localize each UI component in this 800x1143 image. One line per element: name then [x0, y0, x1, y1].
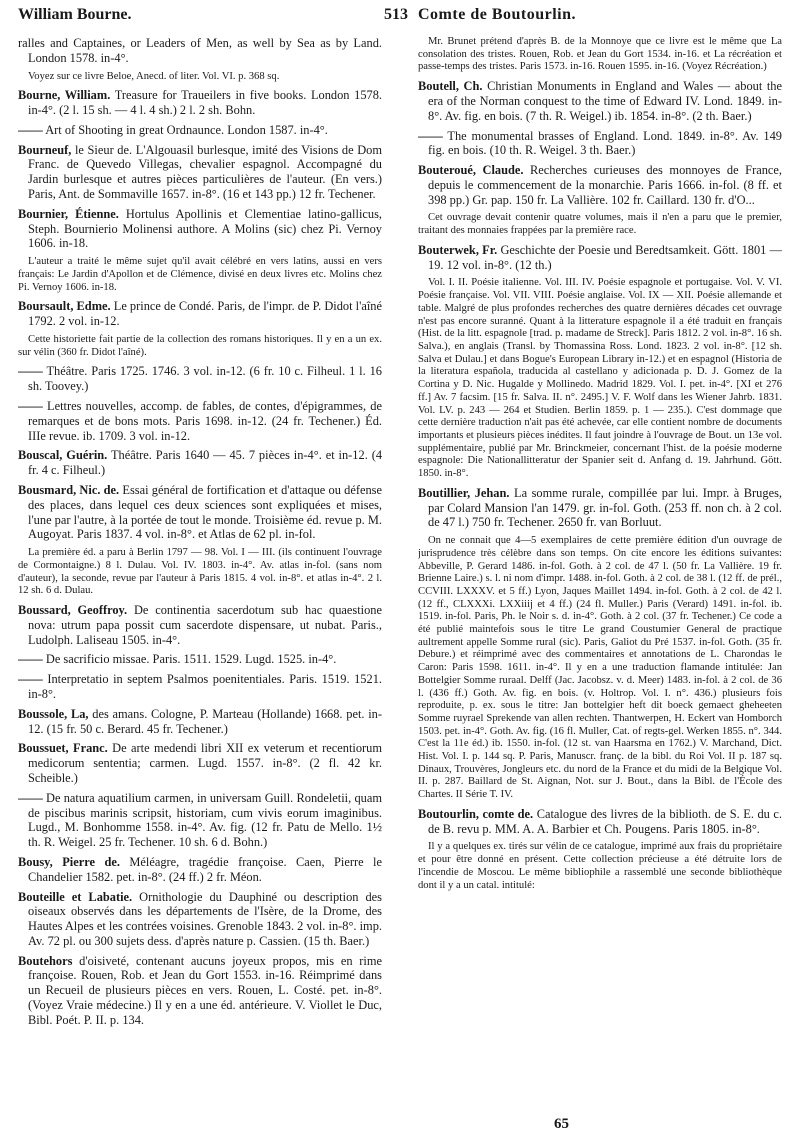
catalog-entry [18, 672, 382, 702]
entry-heading: —— [418, 128, 443, 143]
entry-text: De natura aquatilium carmen, in universam Guill. Rondeletii, quam de piscibus marinis scripsit, historiam, cum vivis eorum imaginibus. Lugd., M. Bonhomme 1558. in-4°. Av. fig. (12 fr. Patu de Mello. 1½ th. R. Weigel. 25 fr. Techener. 10 sh. 6 d. Bohn.) [28, 790, 382, 850]
catalog-note [418, 277, 782, 480]
catalog-entry [18, 399, 382, 443]
entry-heading: Boutell, Ch. [418, 79, 483, 94]
entry-heading: —— [18, 122, 43, 137]
entry-text: Catalogue des livres de la biblioth. de S. E. du c. de B. revu p. MM. A. A. Barbier et Ch. Pougens. Paris 1805. in-8°. [428, 806, 782, 836]
catalog-note [418, 535, 782, 802]
entry-text: Christian Monuments in England and Wales — about the era of the Norman conquest to the time of Edward IV. Lond. 1849. in-8°. Av. fig. en bois. (7 th. R. Weigel.) ib. 1854. in-8°. (2 th. Baer.) [428, 79, 782, 123]
catalog-entry [18, 88, 382, 118]
entry-heading: Bouterwek, Fr. [418, 242, 498, 257]
entry-text: Cet ouvrage devait contenir quatre volumes, mais il n'en a paru que le premier, traitant des monnaies frappées par la première race. [418, 212, 782, 237]
entry-heading: Boussard, Geoffroy. [18, 602, 128, 617]
entry-text: Méléagre, tragédie françoise. Caen, Pierre le Chandelier 1582. pet. in-8°. (24 ff.) 2 fr. Méon. [28, 854, 382, 884]
signature-number: 65 [554, 1116, 569, 1132]
entry-text: des amans. Cologne, P. Marteau (Hollande) 1668. pet. in-12. (15 fr. 50 c. Berard. 45 fr. Techener.) [28, 706, 382, 736]
entry-heading: —— [18, 398, 43, 413]
entry-heading: —— [18, 672, 43, 687]
entry-text: Recherches curieuses des monnoyes de France, depuis le commencement de la monarchie. Paris 1666. in-fol. (8 ff. et 398 pp.) Gr. pap. 150 fr. La Vallière. 102 fr. Caillard. 130 fr. d'O... [428, 163, 782, 207]
left-column [18, 36, 382, 1126]
catalog-entry [18, 791, 382, 850]
catalog-entry [418, 243, 782, 273]
catalog-entry [418, 807, 782, 837]
entry-heading: —— [18, 364, 43, 379]
entry-heading: Bournier, Étienne. [18, 206, 119, 221]
entry-text: Ornithologie du Dauphiné ou description des oiseaux observés dans les départements de l'Isère, de la Drome, des Hautes Alpes et les contrées voisines. Grenoble 1843. 2 vol. in-8°. imp. Av. 72 pl. ou 300 sujets dess. d'après nature p. Cassien. (15 th. Baer.) [28, 889, 382, 948]
catalog-entry [18, 652, 382, 667]
entry-text: Treasure for Traueilers in five books. London 1578. in-4°. (2 l. 15 sh. — 4 l. 4 sh.) 2 l. 2 sh. Bohn. [28, 88, 382, 118]
entry-text: Cette historiette fait partie de la collection des romans historiques. Il y en a un ex. sur vélin (360 fr. Didot l'aîné). [18, 333, 382, 358]
catalog-entry [18, 36, 382, 66]
entry-text: Vol. I. II. Poésie italienne. Vol. III. IV. Poésie espagnole et portugaise. Vol. V. VI. Poésie française. Vol. VII. VIII. Poésie anglaise. Vol. IX — XII. Poésie allemande et table. Malgré de plus profondes recherches des quatre dernières décades cet ouvrage n'est pas encore suranné. Quant à la litterature espagnole il a été traduit en français (Hist. de la litt. espagnole [trad. p. madame de Streck]. Paris 1812. 2 vol. in-8°. 16 sh. Salva.), en anglais (Transl. by Thomassina Ross. Lond. 1823. 2 vol. in-8°. [12 sh. Salva et Dulau.] et dans Bogue's European Library in-12.) et en espagnol (Historia de la literatura española, traducida al castellano y adicionada p. D. J. Gomez de la Cortina y D. Nic. Hugalde y Mollinedo. Madrid 1829. Vol. I. pet. in-4°. [XI et 276 ff.] Av. 7 facsim. [15 fr. Salva. II. n°. 2495.] V. F. Wolf dans les Wiener Jahrb. 1831. Vol. LV. p. 243 — 264 et Studien. Berlin 1859. p. 1 — 235.). C'est dommage que cette dernière traduction n'ait pas été achevée, car elle contient nombre de documents importants et plusieurs pièces inédites. Il faut joindre à l'ouvrage de Bout. un 13e vol. supplémentaire, publié par Mr. Brinckmeier, concernant l'hist. de la poésie moderne espagnole: Die Nationallitteratur der Spanier seit d. Anfang d. 19. Jahrhund. Gött. 1850. in-8°. [418, 277, 782, 480]
entry-heading: Bourne, William. [18, 88, 111, 103]
catalog-entry [18, 364, 382, 394]
entry-heading: Boussuet, Franc. [18, 741, 108, 756]
entry-heading: Bousmard, Nic. de. [18, 482, 120, 497]
catalog-note [18, 256, 382, 294]
entry-text: Art of Shooting in great Ordnaunce. London 1587. in-4°. [45, 122, 328, 137]
entry-heading: Boutehors [18, 953, 73, 968]
entry-text: Essai général de fortification et d'attaque ou défense des places, dans lequel ces deux sciences sont expliquées et mises, l'une par l'autre, à la portée de tout le monde. Troisième éd. revue p. M. Augoyat. Paris 1837. 4 vol. in-8°. et Atlas de 62 pl. in-fol. [28, 482, 382, 542]
catalog-entry [18, 707, 382, 737]
page-number: 513 [384, 6, 408, 23]
catalog-entry [418, 129, 782, 159]
catalog-entry [18, 954, 382, 1028]
catalog-entry [18, 855, 382, 885]
catalog-note [418, 36, 782, 74]
entry-heading: Bouteille et Labatie. [18, 889, 133, 904]
entry-text: Le prince de Condé. Paris, de l'impr. de P. Didot l'aîné 1792. 2 vol. in-12. [28, 299, 382, 329]
entry-heading: —— [18, 652, 43, 667]
catalog-note [18, 334, 382, 359]
entry-text: De sacrificio missae. Paris. 1511. 1529. Lugd. 1525. in-4°. [45, 652, 337, 667]
catalog-entry [18, 483, 382, 542]
catalog-entry [18, 448, 382, 478]
entry-text: L'auteur a traité le même sujet qu'il avait célébré en vers latins, aussi en vers français: Le Jardin d'Apollon et de Clémence, divisé en deux livres etc. Molins chez Pi. Vernoy 1606. in-18. [18, 256, 382, 293]
catalog-entry [418, 79, 782, 123]
entry-heading: Boutourlin, comte de. [418, 806, 534, 821]
entry-text: On ne connait que 4—5 exemplaires de cette première édition d'un ouvrage de jurisprudence très célèbre dans son temps. On cite encore les éditions suivantes: Abbeville, P. Gerard 1486. in-fol. Goth. à 2 col. de 47 l. (50 fr. La Vallière. 19 fr. Brienne Laire.) s. l. ni nom d'impr. 1488. in-fol. Goth. à 2 col. de 38 l. (12 ff. de prél., CCVIII. LXXXV. et 5 ff.) Lyon, Jaques Maillet 1494. in-fol. Goth. à 2 col. de 42 l. (12 ff., CLXXXi. LXXiiij et 4 ff.) (24 fl. Muller.) Paris (Verard) 1491. in-fol. ib. 1519. in-fol. Paris, Ph. le Noir s. d. in-4°. Goth. à 2 col. (37 fr. Techener.) Ce code a été publié maintefois sous le titre Le grand Coustumier General de practique aultrement appelle Somme rural (sic). Paris, Galiot du Pré 1537. in-fol. Goth. (35 fr. Debure.) et réimprimé avec des commentaires et annotations de L. Charondas le Caron: Paris 1598. 1611. in-4°. Il y en a une traduction flamande intitulée: Jan Bottelgier Somme ruraal. Delff (Jac. Jacobsz. v. d. Meer) 1483. in-fol. à 2 col. de 36 l. (436 ff.) Goth. Av. fig. en bois. (v. Holtrop. Vol. I. n°. 436.) plusieurs fois reproduite, p. ex. sous le titre: Jan bottelgier heft dit boeck gemaect gheheeten Somme ruyrael Sprekende van allen rechten. Thantwerpen, H. Eckert van Homborch 1503. pet. in-4°. Goth. Av. fig. (16 fl. Muller, Cat. of regts-gel. Werken 1855. n°. 344. C'est la 11e éd.) ib. 1550. in-fol. (12 st. van Haarsma en 1762.) V. Marchand, Dict. Hist. Vol. I. p. 144 sq. P. Paris, Manuscr. franç. de la bibl. du Roi Vol. II p. 187 sq. Dinaux, Trouvères, Jongleurs etc. du nord de la France et du midi de la Belgique Vol. II. p. 287. Baillard de St. Aignan, Not. sur J. Bout., dans la Bibl. de l'École des Chartes. II Série T. IV. [418, 535, 782, 801]
catalog-entry [18, 741, 382, 785]
catalog-note [418, 212, 782, 237]
entry-heading: —— [18, 790, 43, 805]
catalog-note [18, 547, 382, 598]
running-header-left: William Bourne. [18, 6, 132, 23]
entry-text: Lettres nouvelles, accomp. de fables, de contes, d'épigrammes, de remarques et de bons mots. Paris 1698. in-12. (24 fr. Techener.) Éd. IIIe revue. ib. 1709. 3 vol. in-12. [28, 398, 382, 443]
entry-text: Geschichte der Poesie und Beredtsamkeit. Gött. 1801 — 19. 12 vol. in-8°. (12 th.) [428, 242, 782, 272]
catalog-entry [418, 163, 782, 207]
entry-text: d'oisiveté, contenant aucuns joyeux propos, mis en rime françoise. Rouen, Rob. et Jean du Gort 1553. in-16. Réimprimé dans un Recueil de plusieurs pièces en vers. Rouen, L. Costé. pet. in-8°. (Voyez Vraie médecine.) Il y en a une éd. antérieure. V. Viollet le Duc, Bibl. Poét. P. II. p. 134. [28, 953, 382, 1027]
entry-text: De arte medendi libri XII ex veterum et recentiorum medicorum sententia; carmen. Lugd. 1557. in-8°. (2 fl. 42 kr. Scheible.) [28, 741, 382, 785]
entry-heading: Boussole, La, [18, 706, 89, 721]
catalog-entry [18, 890, 382, 949]
entry-text: Hortulus Apollinis et Clementiae latino-gallicus, Steph. Bournierio Molinensi authore. A Molins (sic) chez Pi. Vernoy 1606. in-18. [28, 206, 382, 251]
entry-heading: Boutillier, Jehan. [418, 485, 510, 500]
entry-text: Théâtre. Paris 1640 — 45. 7 pièces in-4°. et in-12. (4 fr. 4 c. Filheul.) [28, 448, 382, 478]
entry-heading: Bouteroué, Claude. [418, 163, 524, 178]
entry-text: ralles and Captaines, or Leaders of Men, as well by Sea as by Land. London 1578. in-4°. [18, 36, 382, 65]
entry-heading: Bouscal, Guérin. [18, 448, 108, 463]
entry-text: Il y a quelques ex. tirés sur vélin de ce catalogue, imprimé aux frais du propriétaire et pour être donné en présent. Cette collection précieuse a été détruite lors de l'incendie de Moscou. Le même bibliophile a rassemblé une seconde bibliothèque dont il y a un catal. intitulé: [418, 841, 782, 891]
entry-heading: Bousy, Pierre de. [18, 854, 120, 869]
catalog-note [18, 71, 382, 84]
entry-text: Mr. Brunet prétend d'après B. de la Monnoye que ce livre est le même que La consolation des tristes. Rouen, Rob. et Jean du Gort 1534. in-16. et La récréation et passe-temps des tristes. Paris 1573. in-16. Rouen 1595. in-16. (Voyez Récréation.) [418, 36, 782, 73]
entry-text: The monumental brasses of England. Lond. 1849. in-8°. Av. 149 fig. en bois. (10 th. R. Weigel. 3 th. Baer.) [428, 128, 782, 158]
catalog-entry [18, 123, 382, 138]
catalog-entry [18, 143, 382, 202]
entry-heading: Bourneuf, [18, 142, 72, 157]
entry-text: La somme rurale, compillée par lui. Impr. à Bruges, par Colard Mansion l'an 1479. gr. in-fol. Goth. (253 ff. non ch. à 2 col. de 47 l.) 750 fr. Techener. 2650 fr. van Borluut. [428, 485, 782, 530]
entry-text: Théâtre. Paris 1725. 1746. 3 vol. in-12. (6 fr. 10 c. Filheul. 1 l. 16 sh. Toovey.) [28, 364, 382, 394]
entry-text: De continentia sacerdotum sub hac quaestione nova: utrum papa possit cum sacerdote dispensare, ut nubat. Paris., Ludolph. Laliseau 1505. in-4°. [28, 602, 382, 647]
running-header-right: Comte de Boutourlin. [418, 6, 576, 23]
entry-text: le Sieur de. L'Algouasil burlesque, imité des Visions de Dom Franc. de Quevedo Villegas, chevalier espagnol. Accompagné du Jardin burlesque et autres pièces particulières de l'auteur. (En vers.) Paris, Ant. de Sommaville 1657. in-8°. (16 et 143 pp.) 12 fr. Techener. [28, 142, 382, 202]
catalog-note [418, 841, 782, 892]
entry-text: La première éd. a paru à Berlin 1797 — 98. Vol. I — III. (ils continuent l'ouvrage de Cormontaigne.) 8 l. Dulau. Vol. IV. 1803. in-4°. Av. atlas in-fol. (sans nom d'auteur), la seconde, revue par l'auteur à Paris 1815. 4 vol. in-8°. et atlas in-4°. 2 l. 12 sh. 6 d. Dulau. [18, 547, 382, 597]
catalog-entry [418, 486, 782, 530]
entry-heading: Boursault, Edme. [18, 299, 111, 314]
right-column [418, 36, 782, 1126]
catalog-entry [18, 207, 382, 251]
catalog-entry [18, 299, 382, 329]
entry-text: Voyez sur ce livre Beloe, Anecd. of liter. Vol. VI. p. 368 sq. [28, 70, 280, 82]
catalog-entry [18, 603, 382, 647]
entry-text: Interpretatio in septem Psalmos poenitentiales. Paris. 1519. 1521. in-8°. [28, 672, 382, 701]
